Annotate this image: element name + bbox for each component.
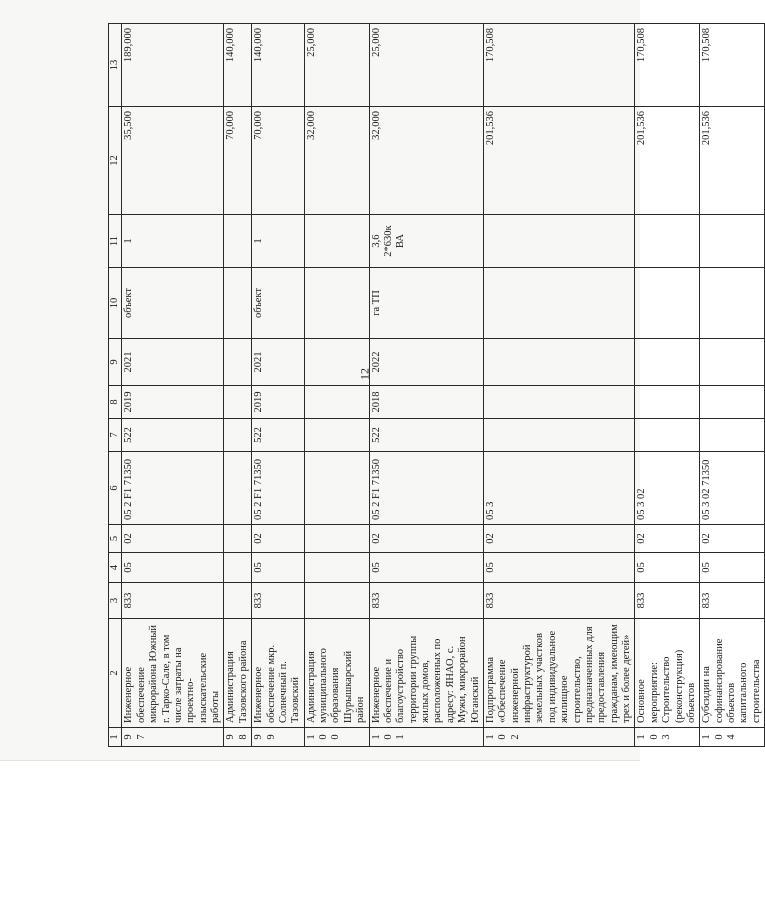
column-number: 10 (109, 268, 122, 339)
row-number: 102 (483, 728, 635, 747)
code-cell: 02 (635, 525, 700, 553)
code-cell: 522 (369, 419, 483, 452)
year-start-cell (635, 386, 700, 419)
code-cell: 02 (122, 525, 224, 553)
code-cell: 522 (122, 419, 224, 452)
amount-cell: 70,000 (252, 107, 305, 215)
code-cell (700, 419, 765, 452)
table-row (635, 24, 700, 747)
amount-cell: 140,000 (224, 24, 252, 107)
column-number: 2 (109, 619, 122, 728)
year-end-cell (700, 339, 765, 386)
year-start-cell (304, 386, 369, 419)
code-cell: 522 (252, 419, 305, 452)
code-cell: 02 (483, 525, 635, 553)
code-cell: 833 (252, 583, 305, 619)
page-number: 12 (357, 368, 372, 380)
row-number: 97 (122, 728, 224, 747)
unit-cell (635, 268, 700, 339)
code-cell (224, 419, 252, 452)
amount-cell: 25,000 (369, 24, 483, 107)
year-start-cell: 2018 (369, 386, 483, 419)
code-cell: 833 (700, 583, 765, 619)
table-row (252, 24, 305, 747)
code-cell: 05 (700, 553, 765, 583)
year-start-cell: 2019 (252, 386, 305, 419)
capacity-cell (700, 215, 765, 268)
capacity-cell: 1 (252, 215, 305, 268)
capacity-cell: 3,6 2*630к ВА (369, 215, 483, 268)
year-end-cell: 2022 (369, 339, 483, 386)
column-number: 6 (109, 452, 122, 525)
amount-cell: 201,536 (635, 107, 700, 215)
code-cell: 05 3 02 (635, 452, 700, 525)
table-row (122, 24, 224, 747)
code-cell: 02 (700, 525, 765, 553)
amount-cell: 189,000 (122, 24, 224, 107)
year-start-cell: 2019 (122, 386, 224, 419)
capacity-cell (635, 215, 700, 268)
row-number: 99 (252, 728, 305, 747)
code-cell: 833 (122, 583, 224, 619)
code-cell: 05 (122, 553, 224, 583)
code-cell (304, 419, 369, 452)
code-cell (224, 553, 252, 583)
code-cell: 833 (483, 583, 635, 619)
table-row (483, 24, 635, 747)
year-start-cell (483, 386, 635, 419)
code-cell (224, 525, 252, 553)
row-name: Инженерное обеспечение микрорайона Южный г. Тарко-Сале, в том числе затраты на проектно-изыскательские работы (122, 619, 224, 728)
code-cell (224, 583, 252, 619)
amount-cell: 170,508 (700, 24, 765, 107)
column-number-row (109, 24, 122, 747)
amount-cell: 201,536 (700, 107, 765, 215)
year-end-cell: 2021 (252, 339, 305, 386)
amount-cell: 201,536 (483, 107, 635, 215)
row-name: Инженерное обеспечение и благоустройство территории группы жилых домов, расположенных по адресу: ЯНАО, с. Мужи, микрорайон Юганский (369, 619, 483, 728)
code-cell (304, 525, 369, 553)
code-cell: 05 (369, 553, 483, 583)
code-cell: 05 (252, 553, 305, 583)
year-end-cell (483, 339, 635, 386)
year-start-cell (700, 386, 765, 419)
row-number: 104 (700, 728, 765, 747)
unit-cell (304, 268, 369, 339)
column-number: 8 (109, 386, 122, 419)
amount-cell: 170,508 (483, 24, 635, 107)
code-cell: 05 2 F1 71350 (369, 452, 483, 525)
code-cell: 02 (369, 525, 483, 553)
column-number: 7 (109, 419, 122, 452)
code-cell (483, 419, 635, 452)
column-number: 3 (109, 583, 122, 619)
unit-cell: объект (252, 268, 305, 339)
budget-table (108, 23, 765, 747)
year-end-cell (635, 339, 700, 386)
amount-cell: 70,000 (224, 107, 252, 215)
table-row (369, 24, 483, 747)
column-number: 4 (109, 553, 122, 583)
column-number: 13 (109, 24, 122, 107)
amount-cell: 32,000 (304, 107, 369, 215)
code-cell: 05 3 (483, 452, 635, 525)
unit-cell: га ТП (369, 268, 483, 339)
unit-cell (483, 268, 635, 339)
column-number: 1 (109, 728, 122, 747)
capacity-cell (224, 215, 252, 268)
row-name: Администрация муниципального образования Шурышкарский район (304, 619, 369, 728)
row-name: Подпрограмма «Обеспечение инженерной инфраструктурой земельных участков под индивидуальное жилищное строительство, предназначенных для предоставления гражданам, имеющим трех и более детей» (483, 619, 635, 728)
column-number: 12 (109, 107, 122, 215)
amount-cell: 25,000 (304, 24, 369, 107)
unit-cell (700, 268, 765, 339)
code-cell: 05 2 F1 71350 (122, 452, 224, 525)
code-cell: 05 (483, 553, 635, 583)
code-cell (635, 419, 700, 452)
column-number: 9 (109, 339, 122, 386)
row-number: 100 (304, 728, 369, 747)
code-cell (304, 553, 369, 583)
amount-cell: 140,000 (252, 24, 305, 107)
code-cell: 02 (252, 525, 305, 553)
row-number: 98 (224, 728, 252, 747)
row-number: 103 (635, 728, 700, 747)
row-name: Основное мероприятие: Строительство (реконструкция) объектов (635, 619, 700, 728)
column-number: 11 (109, 215, 122, 268)
unit-cell: объект (122, 268, 224, 339)
code-cell (304, 452, 369, 525)
year-end-cell: 2021 (122, 339, 224, 386)
row-name: Администрация Тазовского района (224, 619, 252, 728)
table-row (304, 24, 369, 747)
code-cell: 05 2 F1 71350 (252, 452, 305, 525)
unit-cell (224, 268, 252, 339)
capacity-cell (483, 215, 635, 268)
code-cell: 05 3 02 71350 (700, 452, 765, 525)
code-cell (304, 583, 369, 619)
row-name: Инженерное обеспечение мкр. Солнечный п. Тазовский (252, 619, 305, 728)
capacity-cell (304, 215, 369, 268)
row-number: 101 (369, 728, 483, 747)
row-name: Субсидии на софинансирование объектов капитального строительства (700, 619, 765, 728)
year-end-cell (224, 339, 252, 386)
table-row (700, 24, 765, 747)
amount-cell: 32,000 (369, 107, 483, 215)
table-row (224, 24, 252, 747)
code-cell: 833 (369, 583, 483, 619)
code-cell: 05 (635, 553, 700, 583)
amount-cell: 35,500 (122, 107, 224, 215)
year-start-cell (224, 386, 252, 419)
column-number: 5 (109, 525, 122, 553)
code-cell (224, 452, 252, 525)
year-end-cell (304, 339, 369, 386)
capacity-cell: 1 (122, 215, 224, 268)
amount-cell: 170,508 (635, 24, 700, 107)
code-cell: 833 (635, 583, 700, 619)
